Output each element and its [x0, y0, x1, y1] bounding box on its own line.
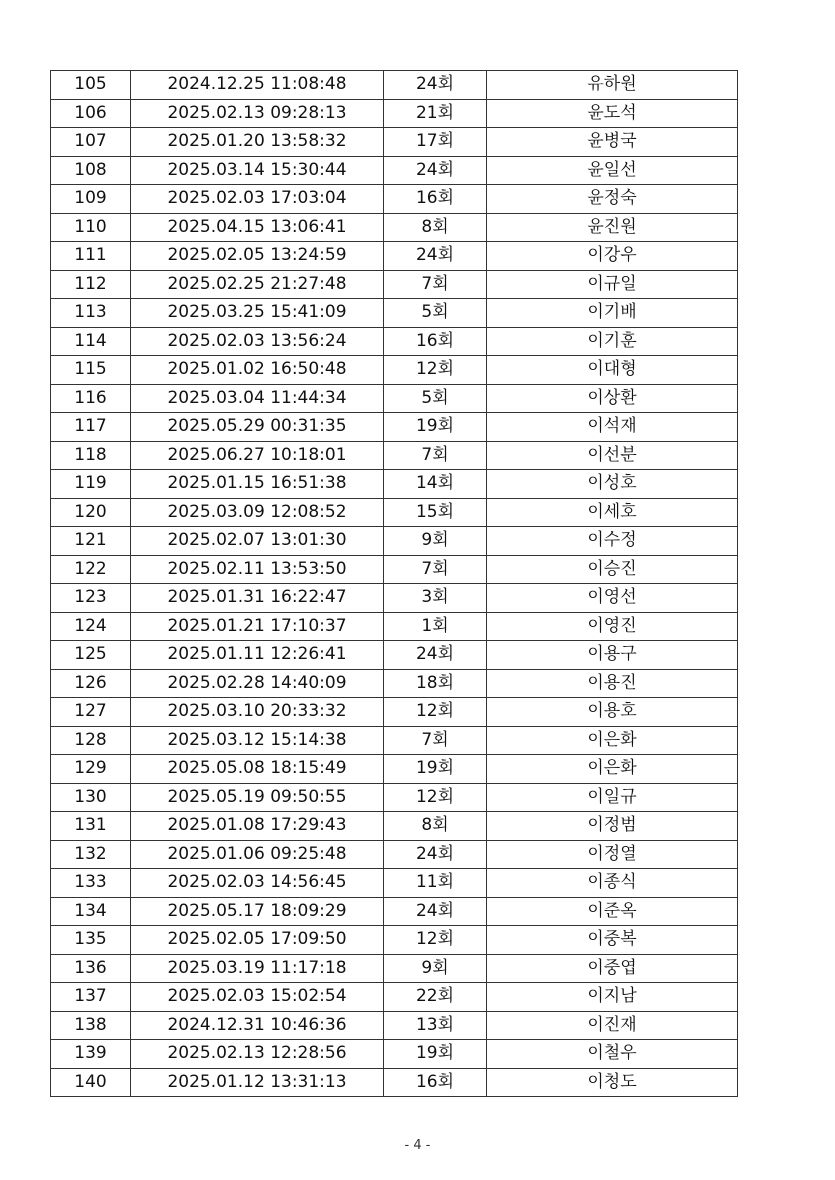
count-cell: 19회 [384, 755, 487, 784]
count-cell: 5회 [384, 384, 487, 413]
count-cell: 22회 [384, 983, 487, 1012]
table-row [51, 812, 738, 841]
count-cell: 9회 [384, 954, 487, 983]
table-row [51, 384, 738, 413]
count-cell: 24회 [384, 71, 487, 100]
table-row [51, 498, 738, 527]
count-cell: 24회 [384, 641, 487, 670]
records-table [50, 70, 738, 1097]
name-cell: 윤도석 [487, 99, 738, 128]
name-cell: 이선분 [487, 441, 738, 470]
name-cell: 윤병국 [487, 128, 738, 157]
count-cell: 16회 [384, 185, 487, 214]
name-cell: 유하원 [487, 71, 738, 100]
datetime-cell: 2025.05.17 18:09:29 [131, 897, 384, 926]
row-number-cell: 119 [51, 470, 131, 499]
datetime-cell: 2024.12.25 11:08:48 [131, 71, 384, 100]
name-cell: 윤진원 [487, 213, 738, 242]
name-cell: 이정열 [487, 840, 738, 869]
name-cell: 이청도 [487, 1068, 738, 1097]
row-number-cell: 111 [51, 242, 131, 271]
name-cell: 이일규 [487, 783, 738, 812]
row-number-cell: 131 [51, 812, 131, 841]
name-cell: 이용구 [487, 641, 738, 670]
row-number-cell: 140 [51, 1068, 131, 1097]
name-cell: 이정범 [487, 812, 738, 841]
name-cell: 이진재 [487, 1011, 738, 1040]
count-cell: 11회 [384, 869, 487, 898]
count-cell: 7회 [384, 270, 487, 299]
row-number-cell: 128 [51, 726, 131, 755]
datetime-cell: 2025.03.19 11:17:18 [131, 954, 384, 983]
table-row [51, 726, 738, 755]
row-number-cell: 124 [51, 612, 131, 641]
name-cell: 이대형 [487, 356, 738, 385]
datetime-cell: 2025.01.12 13:31:13 [131, 1068, 384, 1097]
count-cell: 19회 [384, 1040, 487, 1069]
datetime-cell: 2025.06.27 10:18:01 [131, 441, 384, 470]
count-cell: 8회 [384, 213, 487, 242]
datetime-cell: 2025.02.13 09:28:13 [131, 99, 384, 128]
name-cell: 이상환 [487, 384, 738, 413]
count-cell: 7회 [384, 726, 487, 755]
row-number-cell: 120 [51, 498, 131, 527]
row-number-cell: 125 [51, 641, 131, 670]
count-cell: 24회 [384, 897, 487, 926]
row-number-cell: 129 [51, 755, 131, 784]
count-cell: 24회 [384, 242, 487, 271]
table-row [51, 983, 738, 1012]
row-number-cell: 127 [51, 698, 131, 727]
row-number-cell: 133 [51, 869, 131, 898]
count-cell: 3회 [384, 584, 487, 613]
table-row [51, 441, 738, 470]
datetime-cell: 2025.05.19 09:50:55 [131, 783, 384, 812]
datetime-cell: 2025.02.05 17:09:50 [131, 926, 384, 955]
table-row [51, 612, 738, 641]
name-cell: 이승진 [487, 555, 738, 584]
row-number-cell: 117 [51, 413, 131, 442]
count-cell: 8회 [384, 812, 487, 841]
name-cell: 이용진 [487, 669, 738, 698]
table-row [51, 299, 738, 328]
row-number-cell: 113 [51, 299, 131, 328]
table-row [51, 327, 738, 356]
table-row [51, 156, 738, 185]
count-cell: 12회 [384, 783, 487, 812]
datetime-cell: 2025.05.29 00:31:35 [131, 413, 384, 442]
datetime-cell: 2025.01.02 16:50:48 [131, 356, 384, 385]
table-row [51, 584, 738, 613]
count-cell: 7회 [384, 555, 487, 584]
row-number-cell: 110 [51, 213, 131, 242]
name-cell: 이은화 [487, 755, 738, 784]
datetime-cell: 2025.03.12 15:14:38 [131, 726, 384, 755]
count-cell: 5회 [384, 299, 487, 328]
table-row [51, 755, 738, 784]
datetime-cell: 2025.02.03 13:56:24 [131, 327, 384, 356]
row-number-cell: 139 [51, 1040, 131, 1069]
table-row [51, 641, 738, 670]
row-number-cell: 107 [51, 128, 131, 157]
row-number-cell: 106 [51, 99, 131, 128]
datetime-cell: 2025.01.21 17:10:37 [131, 612, 384, 641]
page-number: - 4 - [404, 1138, 431, 1153]
table-row [51, 413, 738, 442]
datetime-cell: 2025.02.07 13:01:30 [131, 527, 384, 556]
count-cell: 7회 [384, 441, 487, 470]
row-number-cell: 134 [51, 897, 131, 926]
datetime-cell: 2025.03.10 20:33:32 [131, 698, 384, 727]
datetime-cell: 2025.01.31 16:22:47 [131, 584, 384, 613]
name-cell: 이석재 [487, 413, 738, 442]
row-number-cell: 109 [51, 185, 131, 214]
datetime-cell: 2025.03.09 12:08:52 [131, 498, 384, 527]
count-cell: 13회 [384, 1011, 487, 1040]
count-cell: 14회 [384, 470, 487, 499]
count-cell: 19회 [384, 413, 487, 442]
count-cell: 16회 [384, 327, 487, 356]
row-number-cell: 138 [51, 1011, 131, 1040]
datetime-cell: 2025.03.25 15:41:09 [131, 299, 384, 328]
datetime-cell: 2025.01.15 16:51:38 [131, 470, 384, 499]
name-cell: 이중복 [487, 926, 738, 955]
count-cell: 12회 [384, 356, 487, 385]
row-number-cell: 137 [51, 983, 131, 1012]
row-number-cell: 112 [51, 270, 131, 299]
datetime-cell: 2025.02.11 13:53:50 [131, 555, 384, 584]
datetime-cell: 2025.03.04 11:44:34 [131, 384, 384, 413]
row-number-cell: 121 [51, 527, 131, 556]
count-cell: 12회 [384, 698, 487, 727]
datetime-cell: 2025.02.05 13:24:59 [131, 242, 384, 271]
row-number-cell: 130 [51, 783, 131, 812]
table-row [51, 99, 738, 128]
table-row [51, 840, 738, 869]
name-cell: 이종식 [487, 869, 738, 898]
table-row [51, 1011, 738, 1040]
row-number-cell: 123 [51, 584, 131, 613]
name-cell: 이영선 [487, 584, 738, 613]
row-number-cell: 135 [51, 926, 131, 955]
name-cell: 이영진 [487, 612, 738, 641]
row-number-cell: 118 [51, 441, 131, 470]
row-number-cell: 126 [51, 669, 131, 698]
name-cell: 이세호 [487, 498, 738, 527]
name-cell: 이수정 [487, 527, 738, 556]
name-cell: 이준옥 [487, 897, 738, 926]
count-cell: 12회 [384, 926, 487, 955]
table-row [51, 869, 738, 898]
datetime-cell: 2025.02.03 14:56:45 [131, 869, 384, 898]
count-cell: 16회 [384, 1068, 487, 1097]
count-cell: 21회 [384, 99, 487, 128]
row-number-cell: 132 [51, 840, 131, 869]
table-row [51, 1040, 738, 1069]
table-row [51, 470, 738, 499]
datetime-cell: 2025.01.08 17:29:43 [131, 812, 384, 841]
row-number-cell: 122 [51, 555, 131, 584]
row-number-cell: 114 [51, 327, 131, 356]
table-row [51, 897, 738, 926]
name-cell: 이성호 [487, 470, 738, 499]
table-row [51, 954, 738, 983]
name-cell: 이강우 [487, 242, 738, 271]
count-cell: 9회 [384, 527, 487, 556]
table-row [51, 527, 738, 556]
name-cell: 이중엽 [487, 954, 738, 983]
count-cell: 17회 [384, 128, 487, 157]
count-cell: 24회 [384, 156, 487, 185]
table-row [51, 1068, 738, 1097]
name-cell: 이규일 [487, 270, 738, 299]
table-row [51, 213, 738, 242]
datetime-cell: 2025.02.03 15:02:54 [131, 983, 384, 1012]
name-cell: 이용호 [487, 698, 738, 727]
datetime-cell: 2024.12.31 10:46:36 [131, 1011, 384, 1040]
table-row [51, 356, 738, 385]
table-row [51, 128, 738, 157]
datetime-cell: 2025.04.15 13:06:41 [131, 213, 384, 242]
datetime-cell: 2025.02.03 17:03:04 [131, 185, 384, 214]
table-row [51, 669, 738, 698]
datetime-cell: 2025.02.13 12:28:56 [131, 1040, 384, 1069]
table-row [51, 555, 738, 584]
datetime-cell: 2025.05.08 18:15:49 [131, 755, 384, 784]
count-cell: 15회 [384, 498, 487, 527]
datetime-cell: 2025.01.06 09:25:48 [131, 840, 384, 869]
row-number-cell: 116 [51, 384, 131, 413]
table-row [51, 242, 738, 271]
records-table-body [51, 71, 738, 1097]
name-cell: 이철우 [487, 1040, 738, 1069]
datetime-cell: 2025.02.25 21:27:48 [131, 270, 384, 299]
datetime-cell: 2025.01.11 12:26:41 [131, 641, 384, 670]
name-cell: 윤정숙 [487, 185, 738, 214]
count-cell: 24회 [384, 840, 487, 869]
datetime-cell: 2025.01.20 13:58:32 [131, 128, 384, 157]
name-cell: 윤일선 [487, 156, 738, 185]
count-cell: 1회 [384, 612, 487, 641]
table-row [51, 926, 738, 955]
table-row [51, 185, 738, 214]
table-row [51, 270, 738, 299]
row-number-cell: 105 [51, 71, 131, 100]
row-number-cell: 115 [51, 356, 131, 385]
datetime-cell: 2025.03.14 15:30:44 [131, 156, 384, 185]
name-cell: 이은화 [487, 726, 738, 755]
datetime-cell: 2025.02.28 14:40:09 [131, 669, 384, 698]
table-row [51, 698, 738, 727]
name-cell: 이기훈 [487, 327, 738, 356]
count-cell: 18회 [384, 669, 487, 698]
name-cell: 이기배 [487, 299, 738, 328]
row-number-cell: 108 [51, 156, 131, 185]
table-row [51, 783, 738, 812]
table-row [51, 71, 738, 100]
row-number-cell: 136 [51, 954, 131, 983]
name-cell: 이지남 [487, 983, 738, 1012]
